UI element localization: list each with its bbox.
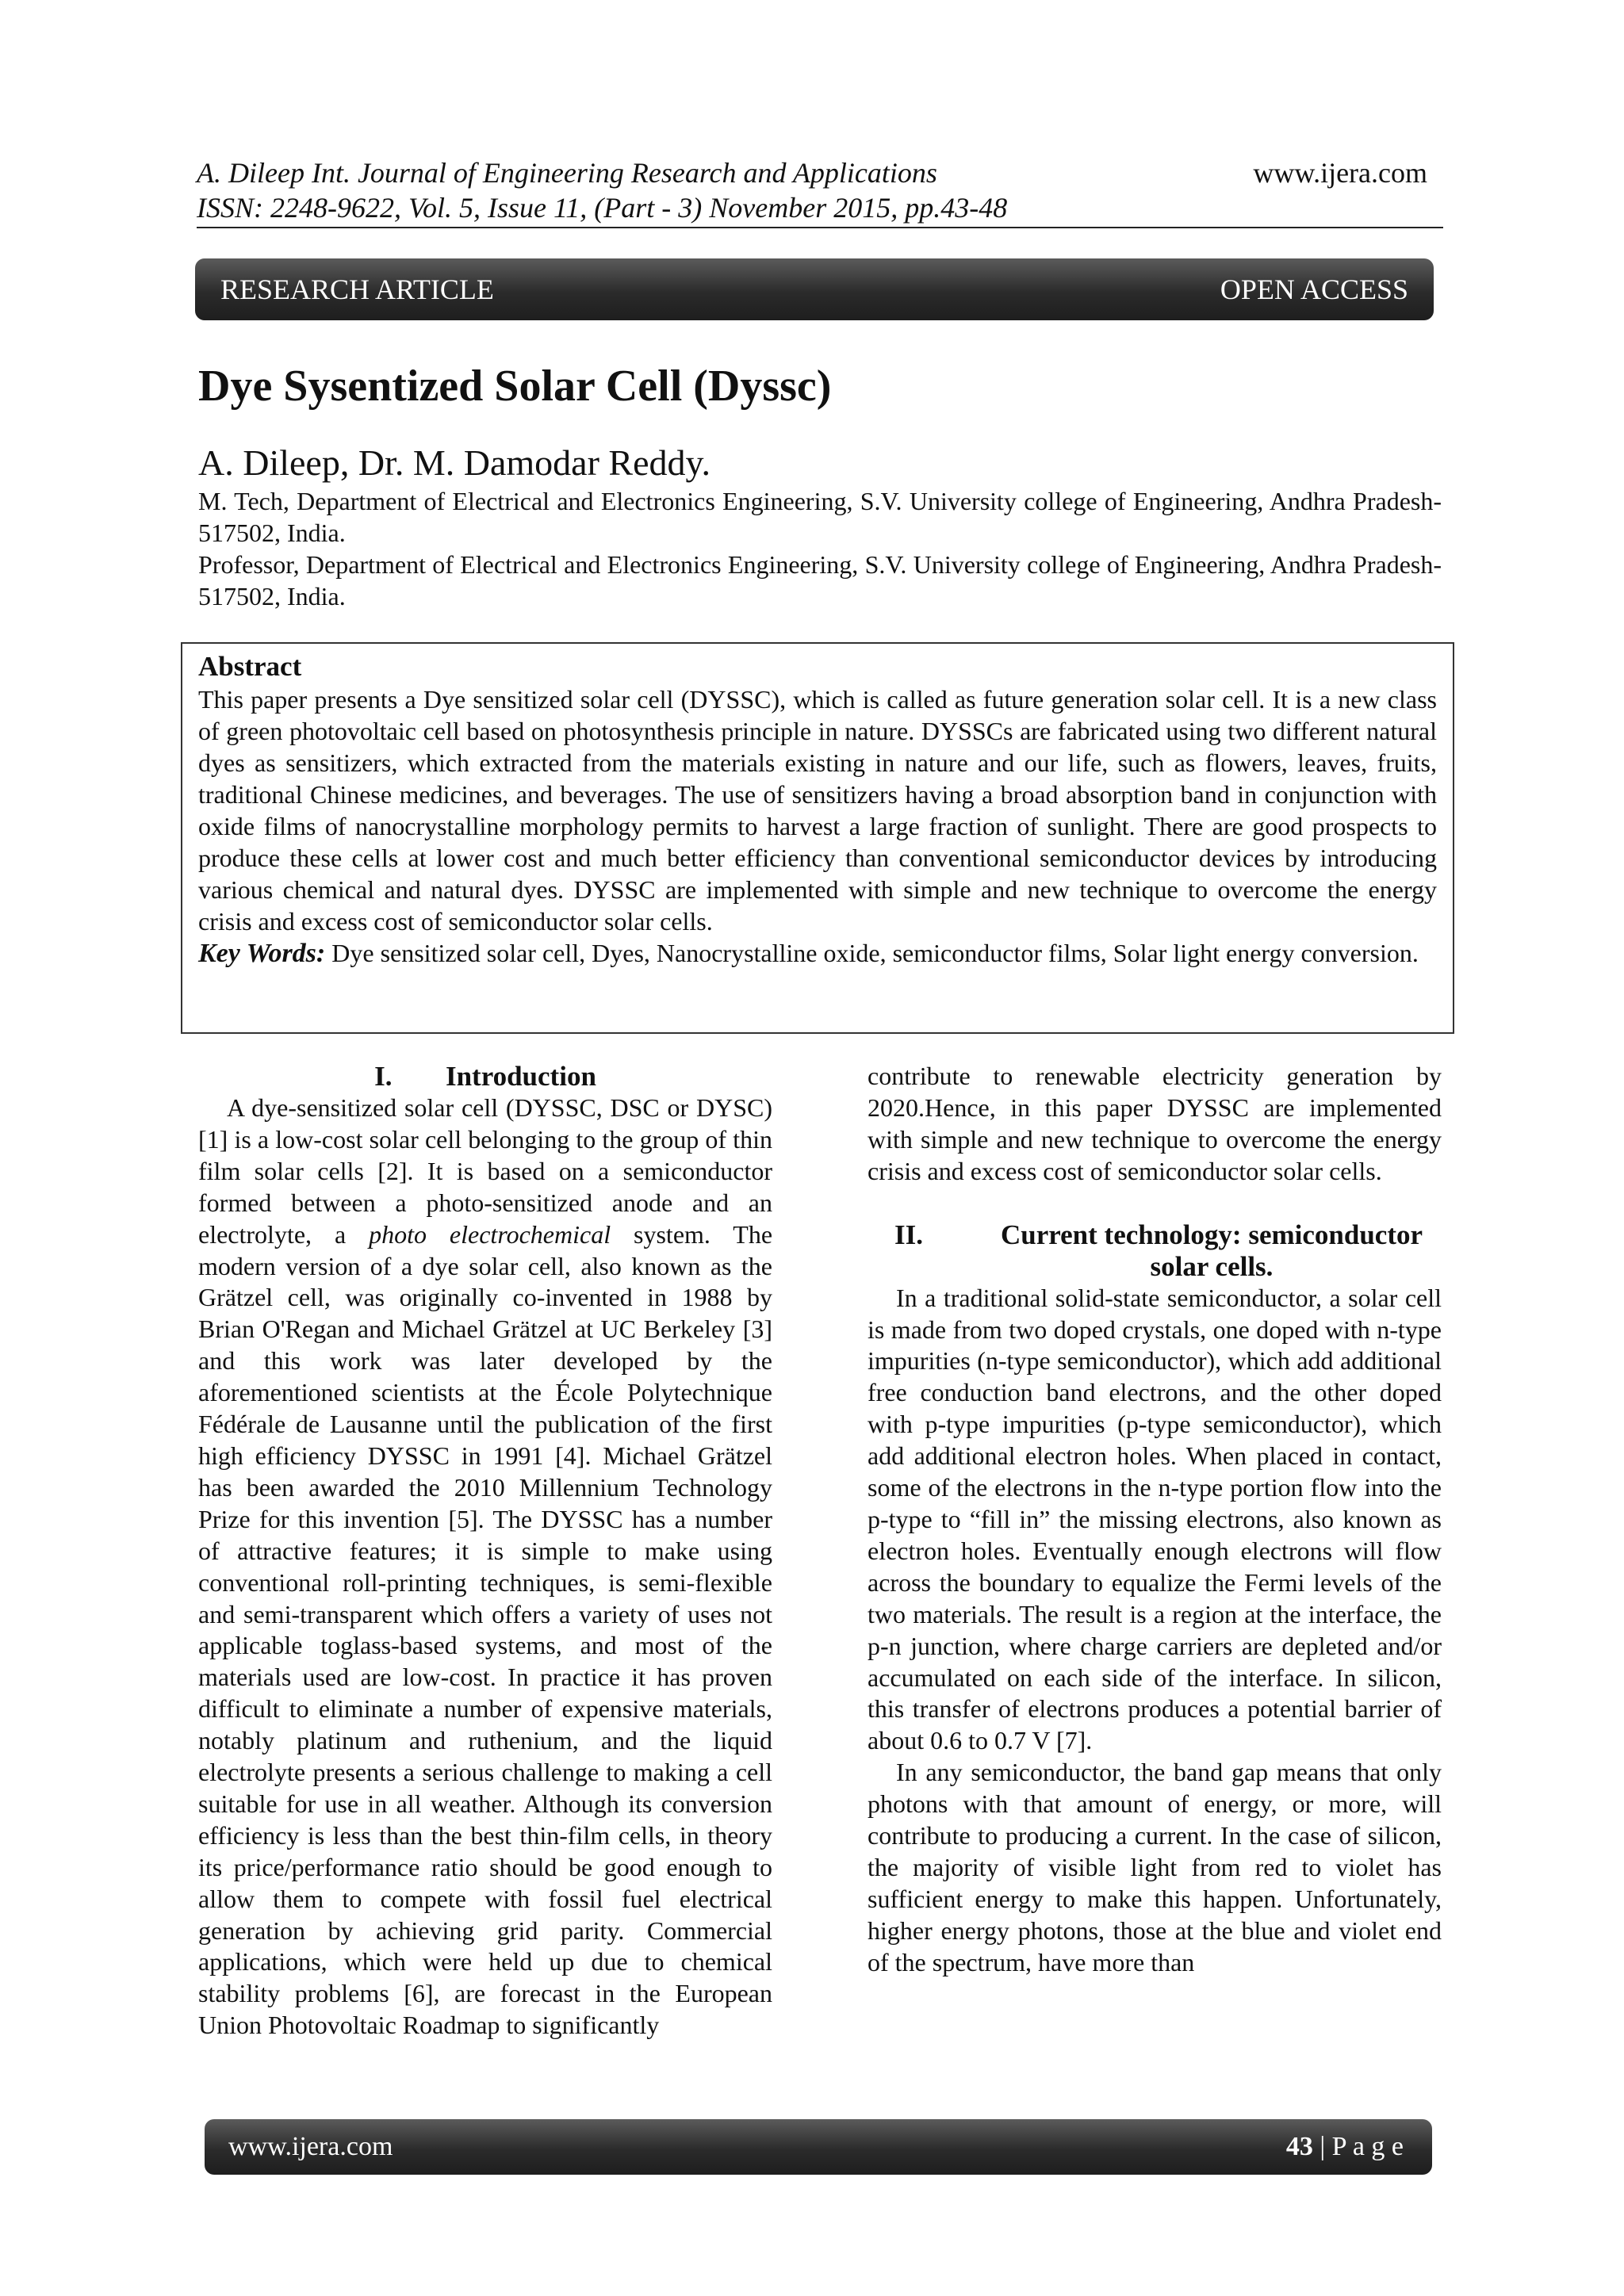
running-header <box>197 155 1007 225</box>
intro-text-1: A dye-sensitized solar cell (DYSSC, DSC or DYSC) [1] is a low-cost solar cell belonging to the group of thin film solar cells [2]. It is based on a semiconductor formed between a photo-sensitized anode and an electrolyte, a <box>198 1093 772 1249</box>
right-column <box>868 1061 1442 1979</box>
section-2-paragraph-2: In any semiconductor, the band gap means that only photons with that amount of energy, or more, will contribute to producing a current. In the case of silicon, the majority of visible light from red to violet has sufficient energy to make this happen. Unfortunately, higher energy photons, those at the blue and violet end of the spectrum, have more than <box>868 1758 1442 1976</box>
journal-name: A. Dileep Int. Journal of Engineering Research and Applications <box>197 157 937 189</box>
page-footer <box>205 2119 1432 2175</box>
page-indicator <box>1286 2132 1404 2162</box>
header-website[interactable]: www.ijera.com <box>1253 157 1427 189</box>
affiliation-1: M. Tech, Department of Electrical and Electronics Engineering, S.V. University college of Engineering, Andhra Pradesh-517502, India. <box>198 487 1442 547</box>
intro-continuation: contribute to renewable electricity generation by 2020.Hence, in this paper DYSSC are implemented with simple and new technique to overcome the energy crisis and excess cost of semiconductor solar cells. <box>868 1062 1442 1185</box>
page-number: 43 <box>1285 2132 1313 2161</box>
section-2-title: Current technology: semiconductor solar cells. <box>1000 1219 1423 1282</box>
author-list: A. Dileep, Dr. M. Damodar Reddy. <box>198 442 710 483</box>
abstract-box <box>181 642 1454 1034</box>
page-label: | P a g e <box>1312 2132 1404 2161</box>
abstract-text: This paper presents a Dye sensitized solar cell (DYSSC), which is called as future generation solar cell. It is a new class of green photovoltaic cell based on photosynthesis principle in nature. DYSSCs are fabricated using two different natural dyes as sensitizers, which extracted from the materials existing in nature and our life, such as flowers, leaves, fruits, traditional Chinese medicines, and beverages. The use of sensitizers having a broad absorption band in conjunction with oxide films of nanocrystalline morphology permits to harvest a large fraction of sunlight. There are good prospects to produce these cells at lower cost and much better efficiency than conventional semiconductor devices by introducing various chemical and natural dyes. DYSSC are implemented with simple and new technique to overcome the energy crisis and excess cost of semiconductor solar cells. <box>198 685 1437 936</box>
left-column <box>198 1061 772 2042</box>
open-access-label: OPEN ACCESS <box>1220 274 1408 305</box>
abstract-heading: Abstract <box>198 651 302 682</box>
footer-website[interactable]: www.ijera.com <box>228 2132 393 2161</box>
keywords <box>198 937 1437 970</box>
intro-italic: photo electrochemical <box>369 1219 611 1249</box>
issue-info: ISSN: 2248-9622, Vol. 5, Issue 11, (Part - 3) November 2015, pp.43-48 <box>197 192 1008 224</box>
header-rule <box>197 227 1443 228</box>
section-1-heading <box>198 1061 772 1093</box>
section-2-number: II. <box>894 1219 923 1250</box>
article-type-banner <box>195 258 1434 320</box>
affiliation-2: Professor, Department of Electrical and Electronics Engineering, S.V. University college of Engineering, Andhra Pradesh-517502, India. <box>198 550 1442 610</box>
keywords-label: Key Words: <box>198 939 326 968</box>
intro-paragraph <box>198 1093 772 2042</box>
paper-title: Dye Sysentized Solar Cell (Dyssc) <box>198 362 832 411</box>
intro-text-2: system. The modern version of a dye solar cell, also known as the Grätzel cell, was originally co-invented in 1988 by Brian O'Regan and Michael Grätzel at UC Berkeley [3] and this work was later developed by the aforementioned scientists at the École Polytechnique Fédérale de Lausanne until the publication of the first high efficiency DYSSC in 1991 [4]. Michael Grätzel has been awarded the 2010 Millennium Technology Prize for this invention [5]. The DYSSC has a number of attractive features; it is simple to make using conventional roll-printing techniques, is semi-flexible and semi-transparent which offers a variety of uses not applicable toglass-based systems, and most of the materials used are low-cost. In practice it has proven difficult to eliminate a number of expensive materials, notably platinum and ruthenium, and the liquid electrolyte presents a serious challenge to making a cell suitable for use in all weather. Although its conversion efficiency is less than the best thin-film cells, in theory its price/performance ratio should be good enough to allow them to compete with fossil fuel electrical generation by achieving grid parity. Commercial applications, which were held up due to chemical stability problems [6], are forecast in the European Union Photovoltaic Roadmap to significantly <box>198 1219 773 2040</box>
section-2-paragraph-1: In a traditional solid-state semiconductor, a solar cell is made from two doped crystals, one doped with n-type impurities (n-type semiconductor), which add additional free conduction band electrons, and the other doped with p-type impurities (p-type semiconductor), which add additional electron holes. When placed in contact, some of the electrons in the n-type portion flow into the p-type to “fill in” the missing electrons, also known as electron holes. Eventually enough electrons will flow across the boundary to equalize the Fermi levels of the two materials. The result is a region at the interface, the p-n junction, where charge carriers are depleted and/or accumulated on each side of the interface. In silicon, this transfer of electrons produces a potential barrier of about 0.6 to 0.7 V [7]. <box>868 1283 1442 1755</box>
research-article-label: RESEARCH ARTICLE <box>220 274 494 305</box>
section-1-title: Introduction <box>445 1061 596 1092</box>
keywords-text: Dye sensitized solar cell, Dyes, Nanocrystalline oxide, semiconductor films, Solar light energy conversion. <box>325 939 1419 967</box>
section-2-heading <box>868 1219 1442 1283</box>
section-1-number: I. <box>374 1061 393 1092</box>
